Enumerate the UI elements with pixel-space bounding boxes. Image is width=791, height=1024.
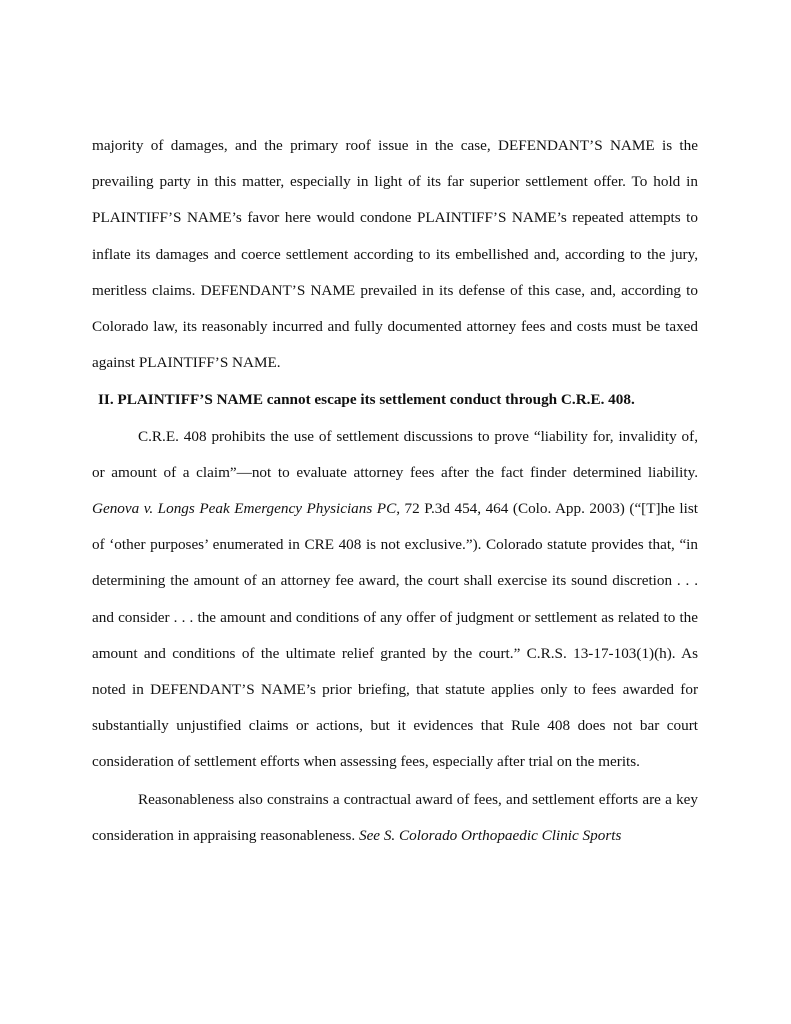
paragraph-cre-408-part-1: C.R.E. 408 prohibits the use of settlement discussions to prove “liability for, invalidity of, or amount of a claim”—not to evaluate attorney fees after the fact finder determined liability. <box>92 427 698 481</box>
paragraph-cre-408 <box>92 419 698 781</box>
paragraph-reasonableness-text: Reasonableness also constrains a contractual award of fees, and settlement efforts are a key consideration in appraising reasonableness. <box>92 790 698 844</box>
document-body <box>92 128 698 854</box>
paragraph-reasonableness <box>92 782 698 854</box>
paragraph-cre-408-part-2: , 72 P.3d 454, 464 (Colo. App. 2003) (“[T]he list of ‘other purposes’ enumerated in CRE 408 is not exclusive.”). Colorado statute provides that, “in determining the amount of an attorney fee award, the court shall exercise its sound discretion . . . and consider . . . the amount and conditions of any offer of judgment or settlement as related to the amount and conditions of the ultimate relief granted by the court.” C.R.S. 13-17-103(1)(h). As noted in DEFENDANT’S NAME’s prior briefing, that statute applies only to fees awarded for substantially unjustified claims or actions, but it evidences that Rule 408 does not bar court consideration of settlement efforts when assessing fees, especially after trial on the merits. <box>92 500 698 771</box>
case-name-genova: Genova v. Longs Peak Emergency Physicians PC <box>92 500 397 518</box>
paragraph-prevailing-party: majority of damages, and the primary roof issue in the case, DEFENDANT’S NAME is the prevailing party in this matter, especially in light of its far superior settlement offer. To hold in PLAINTIFF’S NAME’s favor here would condone PLAINTIFF’S NAME’s repeated attempts to inflate its damages and coerce settlement according to its embellished and, according to the jury, meritless claims. DEFENDANT’S NAME prevailed in its defense of this case, and, according to Colorado law, its reasonably incurred and fully documented attorney fees and costs must be taxed against PLAINTIFF’S NAME. <box>92 137 698 372</box>
case-citation-colorado-orthopaedic: See S. Colorado Orthopaedic Clinic Sports <box>358 826 622 844</box>
section-heading-cre-408: II. PLAINTIFF’S NAME cannot escape its settlement conduct through C.R.E. 408. <box>98 391 635 409</box>
